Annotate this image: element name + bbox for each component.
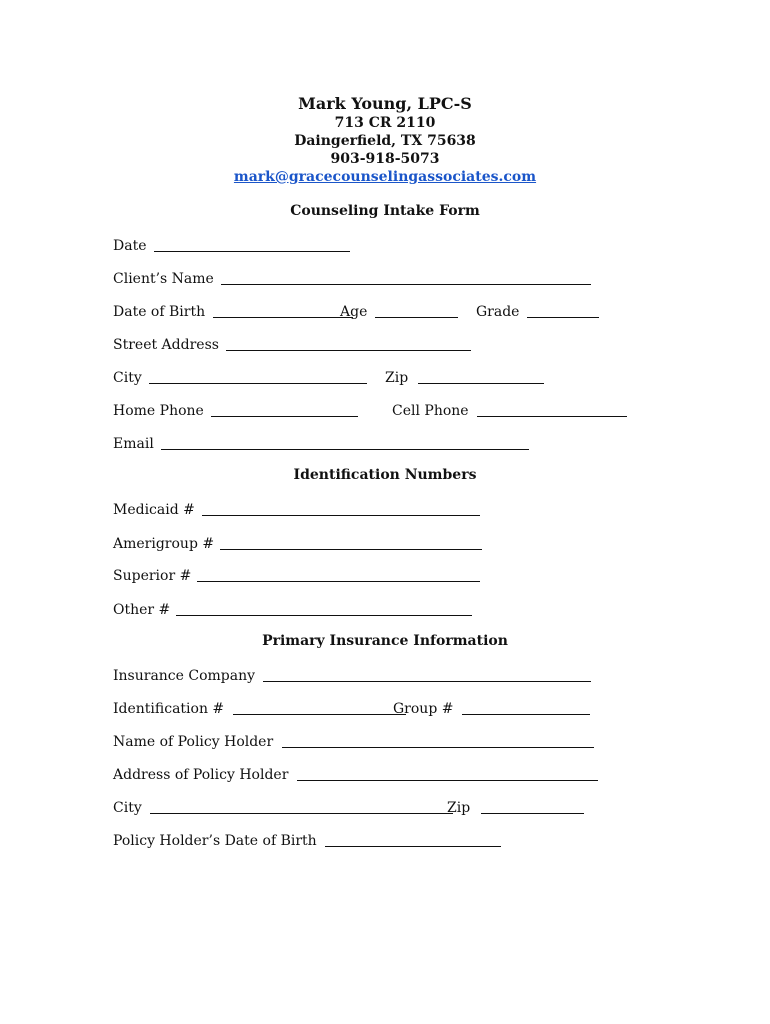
primary-insurance-title: Primary Insurance Information	[262, 633, 508, 649]
zip-input[interactable]	[418, 368, 544, 384]
grade-input[interactable]	[527, 302, 599, 318]
age-label: Age	[340, 304, 368, 320]
provider-name: Mark Young, LPC-S	[298, 94, 472, 113]
identification-label: Identification #	[113, 701, 225, 717]
medicaid-field	[113, 500, 480, 520]
grade-label: Grade	[476, 304, 520, 320]
clients-name-field	[113, 269, 591, 289]
policy-holder-dob-input[interactable]	[325, 831, 501, 847]
phone-number: 903-918-5073	[330, 151, 440, 167]
street-address-label: Street Address	[113, 337, 219, 353]
group-field	[393, 699, 590, 719]
home-phone-input[interactable]	[211, 401, 358, 417]
other-input[interactable]	[176, 600, 472, 616]
insurance-company-input[interactable]	[263, 666, 591, 682]
email-input[interactable]	[161, 434, 529, 450]
email-label: Email	[113, 436, 154, 452]
date-of-birth-label: Date of Birth	[113, 304, 206, 320]
date-field	[113, 236, 350, 256]
date-input[interactable]	[154, 236, 350, 252]
group-input[interactable]	[462, 699, 590, 715]
zip-label: Zip	[385, 370, 409, 386]
policy-holder-name-label: Name of Policy Holder	[113, 734, 274, 750]
medicaid-label: Medicaid #	[113, 502, 195, 518]
city-input[interactable]	[149, 368, 367, 384]
superior-field	[113, 566, 480, 586]
identification-field	[113, 699, 406, 719]
other-label: Other #	[113, 602, 171, 618]
policy-holder-dob-field	[113, 831, 501, 851]
insurance-company-label: Insurance Company	[113, 668, 256, 684]
cell-phone-label: Cell Phone	[392, 403, 469, 419]
policy-holder-address-input[interactable]	[297, 765, 598, 781]
policy-holder-dob-label: Policy Holder’s Date of Birth	[113, 833, 317, 849]
email-link[interactable]: mark@gracecounselingassociates.com	[233, 169, 537, 185]
age-field	[340, 302, 458, 322]
home-phone-label: Home Phone	[113, 403, 204, 419]
superior-input[interactable]	[197, 566, 480, 582]
insurance-zip-label: Zip	[447, 800, 471, 816]
identification-input[interactable]	[233, 699, 406, 715]
other-field	[113, 600, 472, 620]
city-field	[113, 368, 367, 388]
policy-holder-address-label: Address of Policy Holder	[113, 767, 289, 783]
home-phone-field	[113, 401, 358, 421]
address-line-1: 713 CR 2110	[334, 115, 436, 131]
street-address-field	[113, 335, 471, 355]
grade-field	[476, 302, 599, 322]
date-label: Date	[113, 238, 147, 254]
policy-holder-name-input[interactable]	[282, 732, 594, 748]
group-label: Group #	[393, 701, 454, 717]
date-of-birth-field	[113, 302, 353, 322]
policy-holder-name-field	[113, 732, 594, 752]
insurance-city-field	[113, 798, 453, 818]
amerigroup-label: Amerigroup #	[113, 536, 215, 552]
street-address-input[interactable]	[226, 335, 471, 351]
medicaid-input[interactable]	[202, 500, 480, 516]
amerigroup-input[interactable]	[220, 534, 482, 550]
policy-holder-address-field	[113, 765, 598, 785]
identification-numbers-title: Identification Numbers	[293, 467, 477, 483]
clients-name-input[interactable]	[221, 269, 591, 285]
insurance-zip-input[interactable]	[481, 798, 584, 814]
insurance-company-field	[113, 666, 591, 686]
age-input[interactable]	[375, 302, 458, 318]
city-label: City	[113, 370, 142, 386]
cell-phone-field	[392, 401, 627, 421]
zip-field	[385, 368, 544, 388]
form-title: Counseling Intake Form	[290, 203, 480, 219]
superior-label: Superior #	[113, 568, 192, 584]
clients-name-label: Client’s Name	[113, 271, 214, 287]
address-line-2: Daingerfield, TX 75638	[294, 133, 476, 149]
insurance-zip-field	[447, 798, 584, 818]
cell-phone-input[interactable]	[477, 401, 627, 417]
date-of-birth-input[interactable]	[213, 302, 353, 318]
insurance-city-input[interactable]	[150, 798, 453, 814]
insurance-city-label: City	[113, 800, 142, 816]
amerigroup-field	[113, 534, 482, 554]
email-field	[113, 434, 529, 454]
